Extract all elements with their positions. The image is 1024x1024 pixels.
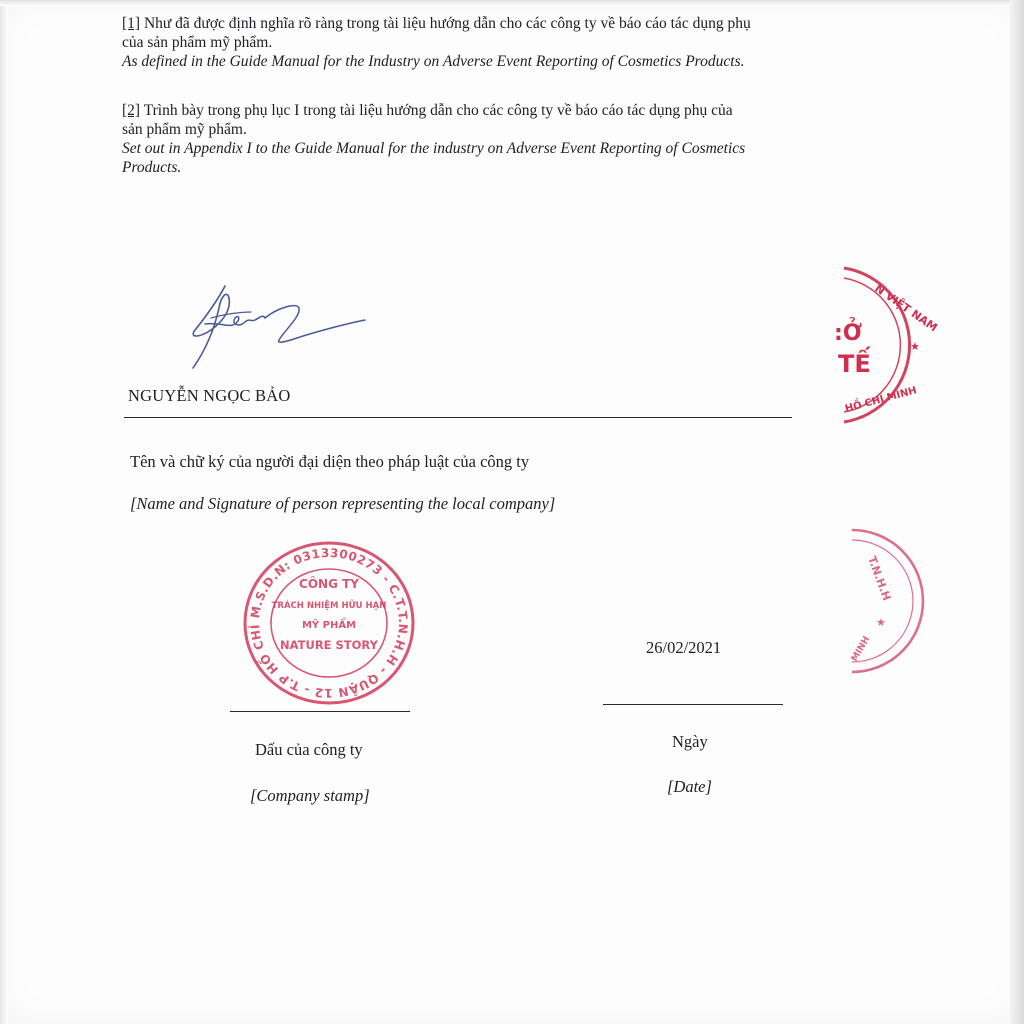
stamp-label-vi: Dấu của công ty [255,740,363,759]
company-seal [233,527,418,708]
page-edge-right [1010,0,1024,1024]
svg-text:TẾ: TẾ [838,350,871,378]
signatory-name: NGUYỄN NGỌC BẢO [128,386,291,405]
svg-text:M.S.D.N: 0313300273 - C.T.T.N.: M.S.D.N: 0313300273 - C.T.T.N.H.H - QUẬN 12 - T.P HỒ CHÍ MINH ★ [233,527,411,701]
footnote-1-vi-line1: [1] Như đã được định nghĩa rõ ràng trong tài liệu hướng dẫn cho các công ty về báo cáo tác dụng phụ [122,15,751,32]
svg-text:T.N.H.H: T.N.H.H [865,554,894,603]
health-department-seal [834,264,940,426]
svg-text:TRÁCH NHIỆM HỮU HẠN: TRÁCH NHIỆM HỮU HẠN [271,601,387,611]
footnote-1-ref: [1] [122,15,141,32]
stamp-line [230,711,410,712]
footnote-1-vi-line2: của sản phẩm mỹ phẩm. [122,34,273,51]
svg-text:MỸ PHẨM: MỸ PHẨM [301,620,357,631]
svg-text:MINH: MINH [849,634,873,664]
stamp-label-en: [Company stamp] [250,786,370,805]
footnote-2-en-line2: Products. [122,159,182,176]
svg-text:★: ★ [910,340,920,353]
footnote-2-vi-line1: [2] Trình bày trong phụ lục I trong tài liệu hướng dẫn cho các công ty về báo cáo tác dụng phụ của [122,102,733,119]
svg-text:NATURE STORY: NATURE STORY [280,638,378,652]
svg-text::Ở: :Ở [834,321,863,346]
handwritten-signature [185,278,375,378]
signatory-label-en: [Name and Signature of person representing the local company] [130,494,556,513]
partial-seal-right [846,528,894,674]
footnote-2-vi-line2: sản phẩm mỹ phẩm. [122,121,247,138]
footnote-1-en: As defined in the Guide Manual for the Industry on Adverse Event Reporting of Cosmetics Products. [122,53,745,70]
footnote-2-en-line1: Set out in Appendix I to the Guide Manual for the industry on Adverse Event Reporting of Cosmetics [122,140,746,157]
footnote-2-ref: [2] [122,102,141,119]
svg-text:N VIỆT NAM: N VIỆT NAM [872,281,940,335]
footnote-2 [122,101,862,177]
svg-text:★: ★ [876,616,886,629]
svg-text:HỒ CHÍ MINH: HỒ CHÍ MINH [843,385,918,415]
signatory-label-vi: Tên và chữ ký của người đại diện theo pháp luật của công ty [130,452,530,471]
footnote-1 [122,14,862,71]
date-label-vi: Ngày [672,732,708,751]
date-label-en: [Date] [667,777,712,796]
date-line [603,704,783,705]
svg-text:CÔNG TY: CÔNG TY [299,577,359,591]
page-edge-left [0,0,8,1024]
signature-line [124,417,792,418]
page-edge-top [0,0,1024,6]
date-value: 26/02/2021 [646,638,722,657]
